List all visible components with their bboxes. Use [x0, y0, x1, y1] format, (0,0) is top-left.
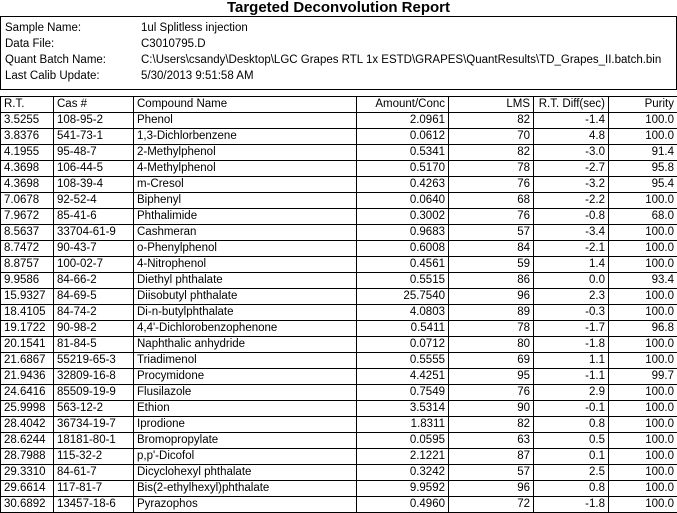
table-cell: Procymidone: [134, 369, 357, 385]
table-cell: -3.2: [534, 177, 609, 193]
column-header-cas: Cas #: [54, 97, 134, 113]
table-cell: 100.0: [609, 433, 677, 449]
table-cell: 0.8: [534, 481, 609, 497]
table-cell: 100.0: [609, 257, 677, 273]
table-cell: 15.9327: [1, 289, 54, 305]
table-cell: 80: [449, 337, 534, 353]
table-row: [1, 481, 677, 497]
table-cell: 3.5314: [357, 401, 449, 417]
table-cell: 3.8376: [1, 129, 54, 145]
table-cell: 2-Methylphenol: [134, 145, 357, 161]
table-cell: 90-98-2: [54, 321, 134, 337]
table-cell: 0.0712: [357, 337, 449, 353]
table-cell: 57: [449, 225, 534, 241]
table-row: [1, 177, 677, 193]
column-header-rt: R.T.: [1, 97, 54, 113]
table-cell: -1.8: [534, 337, 609, 353]
table-cell: p,p'-Dicofol: [134, 449, 357, 465]
table-cell: 100.0: [609, 193, 677, 209]
table-row: [1, 385, 677, 401]
table-row: [1, 161, 677, 177]
table-cell: 84-74-2: [54, 305, 134, 321]
table-cell: 100.0: [609, 497, 677, 513]
table-cell: o-Phenylphenol: [134, 241, 357, 257]
table-cell: 19.1722: [1, 321, 54, 337]
table-cell: 108-95-2: [54, 113, 134, 129]
table-cell: Phthalimide: [134, 209, 357, 225]
table-cell: 100.0: [609, 449, 677, 465]
table-cell: 84-69-5: [54, 289, 134, 305]
table-cell: 100.0: [609, 353, 677, 369]
table-row: [1, 305, 677, 321]
column-header-purity: Purity: [609, 97, 677, 113]
table-cell: 92-52-4: [54, 193, 134, 209]
table-cell: 82: [449, 145, 534, 161]
table-cell: 30.6892: [1, 497, 54, 513]
table-cell: 95.8: [609, 161, 677, 177]
table-row: [1, 433, 677, 449]
table-cell: 0.6008: [357, 241, 449, 257]
table-cell: 63: [449, 433, 534, 449]
header-field-last-calib-update: [1, 68, 676, 84]
table-cell: 96: [449, 481, 534, 497]
table-cell: 82: [449, 113, 534, 129]
header-field-label: Last Calib Update:: [5, 70, 100, 82]
table-cell: 20.1541: [1, 337, 54, 353]
table-cell: 3.5255: [1, 113, 54, 129]
table-cell: 1.1: [534, 353, 609, 369]
table-cell: 2.0961: [357, 113, 449, 129]
table-cell: 68.0: [609, 209, 677, 225]
table-cell: 0.5515: [357, 273, 449, 289]
table-cell: 4.4251: [357, 369, 449, 385]
table-cell: 0.1: [534, 449, 609, 465]
table-cell: 100.0: [609, 113, 677, 129]
report-table-body: [1, 113, 677, 513]
table-cell: 85509-19-9: [54, 385, 134, 401]
table-cell: 84-61-7: [54, 465, 134, 481]
table-cell: 85-41-6: [54, 209, 134, 225]
table-cell: 89: [449, 305, 534, 321]
table-cell: 100.0: [609, 241, 677, 257]
table-cell: 33704-61-9: [54, 225, 134, 241]
table-cell: 0.5411: [357, 321, 449, 337]
table-cell: -3.4: [534, 225, 609, 241]
table-row: [1, 273, 677, 289]
header-field-label: Data File:: [5, 38, 55, 50]
table-cell: 25.9998: [1, 401, 54, 417]
table-header-row: [1, 97, 677, 113]
table-cell: 0.5170: [357, 161, 449, 177]
table-cell: 1.8311: [357, 417, 449, 433]
table-cell: 36734-19-7: [54, 417, 134, 433]
table-row: [1, 417, 677, 433]
header-field-quant-batch-name: [1, 52, 676, 68]
table-cell: Naphthalic anhydride: [134, 337, 357, 353]
table-cell: 28.6244: [1, 433, 54, 449]
table-row: [1, 497, 677, 513]
table-cell: Iprodione: [134, 417, 357, 433]
table-cell: 7.0678: [1, 193, 54, 209]
table-cell: 117-81-7: [54, 481, 134, 497]
report-table: [0, 96, 677, 513]
table-cell: 115-32-2: [54, 449, 134, 465]
table-cell: 100.0: [609, 225, 677, 241]
table-cell: 0.0: [534, 273, 609, 289]
table-cell: 59: [449, 257, 534, 273]
table-row: [1, 241, 677, 257]
table-cell: 24.6416: [1, 385, 54, 401]
column-header-amount-conc: Amount/Conc: [357, 97, 449, 113]
table-cell: 90: [449, 401, 534, 417]
table-cell: 70: [449, 129, 534, 145]
header-field-value: 5/30/2013 9:51:58 AM: [141, 70, 254, 82]
table-cell: 84: [449, 241, 534, 257]
table-cell: 2.1221: [357, 449, 449, 465]
table-cell: 28.4042: [1, 417, 54, 433]
table-cell: Biphenyl: [134, 193, 357, 209]
table-cell: 1,3-Dichlorbenzene: [134, 129, 357, 145]
table-row: [1, 369, 677, 385]
table-cell: Ethion: [134, 401, 357, 417]
table-cell: 0.4960: [357, 497, 449, 513]
table-cell: 108-39-4: [54, 177, 134, 193]
header-field-value: 1ul Splitless injection: [141, 22, 248, 34]
table-row: [1, 257, 677, 273]
table-row: [1, 401, 677, 417]
table-cell: 76: [449, 209, 534, 225]
table-cell: -1.4: [534, 113, 609, 129]
column-header-compound: Compound Name: [134, 97, 357, 113]
table-cell: 0.8: [534, 417, 609, 433]
table-cell: 100.0: [609, 289, 677, 305]
table-cell: -0.8: [534, 209, 609, 225]
table-row: [1, 129, 677, 145]
table-cell: 4,4'-Dichlorobenzophenone: [134, 321, 357, 337]
table-cell: 28.7988: [1, 449, 54, 465]
table-cell: Flusilazole: [134, 385, 357, 401]
table-row: [1, 321, 677, 337]
table-cell: 2.5: [534, 465, 609, 481]
table-cell: 93.4: [609, 273, 677, 289]
table-cell: 9.9592: [357, 481, 449, 497]
table-cell: 4-Methylphenol: [134, 161, 357, 177]
table-cell: 78: [449, 161, 534, 177]
header-field-label: Quant Batch Name:: [5, 54, 106, 66]
table-cell: 95-48-7: [54, 145, 134, 161]
table-cell: -1.8: [534, 497, 609, 513]
table-cell: 0.5555: [357, 353, 449, 369]
table-cell: 8.8757: [1, 257, 54, 273]
table-cell: Triadimenol: [134, 353, 357, 369]
table-cell: 7.9672: [1, 209, 54, 225]
table-cell: 76: [449, 177, 534, 193]
report-header-box: [0, 16, 677, 90]
table-cell: -1.1: [534, 369, 609, 385]
table-cell: 13457-18-6: [54, 497, 134, 513]
table-cell: 90-43-7: [54, 241, 134, 257]
table-cell: 2.9: [534, 385, 609, 401]
table-cell: 0.7549: [357, 385, 449, 401]
table-cell: 25.7540: [357, 289, 449, 305]
table-cell: Bis(2-ethylhexyl)phthalate: [134, 481, 357, 497]
table-cell: Phenol: [134, 113, 357, 129]
table-cell: 100.0: [609, 401, 677, 417]
table-cell: -2.7: [534, 161, 609, 177]
table-row: [1, 209, 677, 225]
table-cell: 78: [449, 321, 534, 337]
table-row: [1, 289, 677, 305]
table-cell: Di-n-butylphthalate: [134, 305, 357, 321]
table-cell: 18.4105: [1, 305, 54, 321]
table-cell: 4.1955: [1, 145, 54, 161]
table-row: [1, 145, 677, 161]
table-cell: 0.5341: [357, 145, 449, 161]
table-cell: 8.5637: [1, 225, 54, 241]
table-cell: 0.3242: [357, 465, 449, 481]
table-cell: 96: [449, 289, 534, 305]
table-cell: 4.3698: [1, 161, 54, 177]
table-cell: -3.0: [534, 145, 609, 161]
table-cell: 541-73-1: [54, 129, 134, 145]
table-cell: m-Cresol: [134, 177, 357, 193]
table-cell: 0.9683: [357, 225, 449, 241]
table-cell: 4.0803: [357, 305, 449, 321]
table-cell: 563-12-2: [54, 401, 134, 417]
column-header-rt-diff: R.T. Diff(sec): [534, 97, 609, 113]
table-row: [1, 353, 677, 369]
table-cell: 84-66-2: [54, 273, 134, 289]
table-cell: 4.8: [534, 129, 609, 145]
table-cell: 18181-80-1: [54, 433, 134, 449]
table-cell: 100.0: [609, 385, 677, 401]
table-cell: 91.4: [609, 145, 677, 161]
table-cell: Dicyclohexyl phthalate: [134, 465, 357, 481]
table-cell: 76: [449, 385, 534, 401]
table-cell: 99.7: [609, 369, 677, 385]
table-cell: 95.4: [609, 177, 677, 193]
table-cell: 87: [449, 449, 534, 465]
table-cell: 81-84-5: [54, 337, 134, 353]
header-field-value: C:\Users\csandy\Desktop\LGC Grapes RTL 1x ESTD\GRAPES\QuantResults\TD_Grapes_II.batch.bin: [141, 54, 662, 66]
table-cell: 95: [449, 369, 534, 385]
table-cell: 69: [449, 353, 534, 369]
table-cell: 2.3: [534, 289, 609, 305]
table-cell: -2.2: [534, 193, 609, 209]
table-cell: 21.9436: [1, 369, 54, 385]
table-cell: 21.6867: [1, 353, 54, 369]
table-cell: 0.5: [534, 433, 609, 449]
table-cell: Diisobutyl phthalate: [134, 289, 357, 305]
header-field-sample-name: [1, 20, 676, 36]
table-cell: 100.0: [609, 417, 677, 433]
page-title: Targeted Deconvolution Report: [226, 0, 451, 16]
table-cell: 0.0612: [357, 129, 449, 145]
table-cell: Diethyl phthalate: [134, 273, 357, 289]
header-field-label: Sample Name:: [5, 22, 82, 34]
table-cell: 4-Nitrophenol: [134, 257, 357, 273]
table-cell: 100.0: [609, 465, 677, 481]
table-cell: 100.0: [609, 129, 677, 145]
table-cell: 1.4: [534, 257, 609, 273]
table-cell: 8.7472: [1, 241, 54, 257]
table-cell: 0.0595: [357, 433, 449, 449]
table-cell: 55219-65-3: [54, 353, 134, 369]
table-cell: 9.9586: [1, 273, 54, 289]
table-row: [1, 337, 677, 353]
table-cell: 68: [449, 193, 534, 209]
table-row: [1, 449, 677, 465]
column-header-lms: LMS: [449, 97, 534, 113]
table-cell: 82: [449, 417, 534, 433]
table-cell: Pyrazophos: [134, 497, 357, 513]
table-cell: Bromopropylate: [134, 433, 357, 449]
table-cell: 0.3002: [357, 209, 449, 225]
table-row: [1, 193, 677, 209]
table-cell: 100.0: [609, 305, 677, 321]
header-field-data-file: [1, 36, 676, 52]
table-cell: 0.4263: [357, 177, 449, 193]
table-cell: 57: [449, 465, 534, 481]
table-cell: -1.7: [534, 321, 609, 337]
table-row: [1, 225, 677, 241]
table-cell: 106-44-5: [54, 161, 134, 177]
table-cell: 32809-16-8: [54, 369, 134, 385]
table-cell: 86: [449, 273, 534, 289]
table-cell: 4.3698: [1, 177, 54, 193]
table-cell: -2.1: [534, 241, 609, 257]
table-cell: Cashmeran: [134, 225, 357, 241]
table-cell: 0.0640: [357, 193, 449, 209]
table-cell: 100-02-7: [54, 257, 134, 273]
table-row: [1, 465, 677, 481]
table-cell: 0.4561: [357, 257, 449, 273]
table-cell: 72: [449, 497, 534, 513]
table-cell: 29.3310: [1, 465, 54, 481]
header-field-value: C3010795.D: [141, 38, 206, 50]
table-cell: 29.6614: [1, 481, 54, 497]
table-cell: -0.3: [534, 305, 609, 321]
table-row: [1, 113, 677, 129]
table-cell: 100.0: [609, 337, 677, 353]
table-cell: 96.8: [609, 321, 677, 337]
table-cell: -0.1: [534, 401, 609, 417]
table-cell: 100.0: [609, 481, 677, 497]
